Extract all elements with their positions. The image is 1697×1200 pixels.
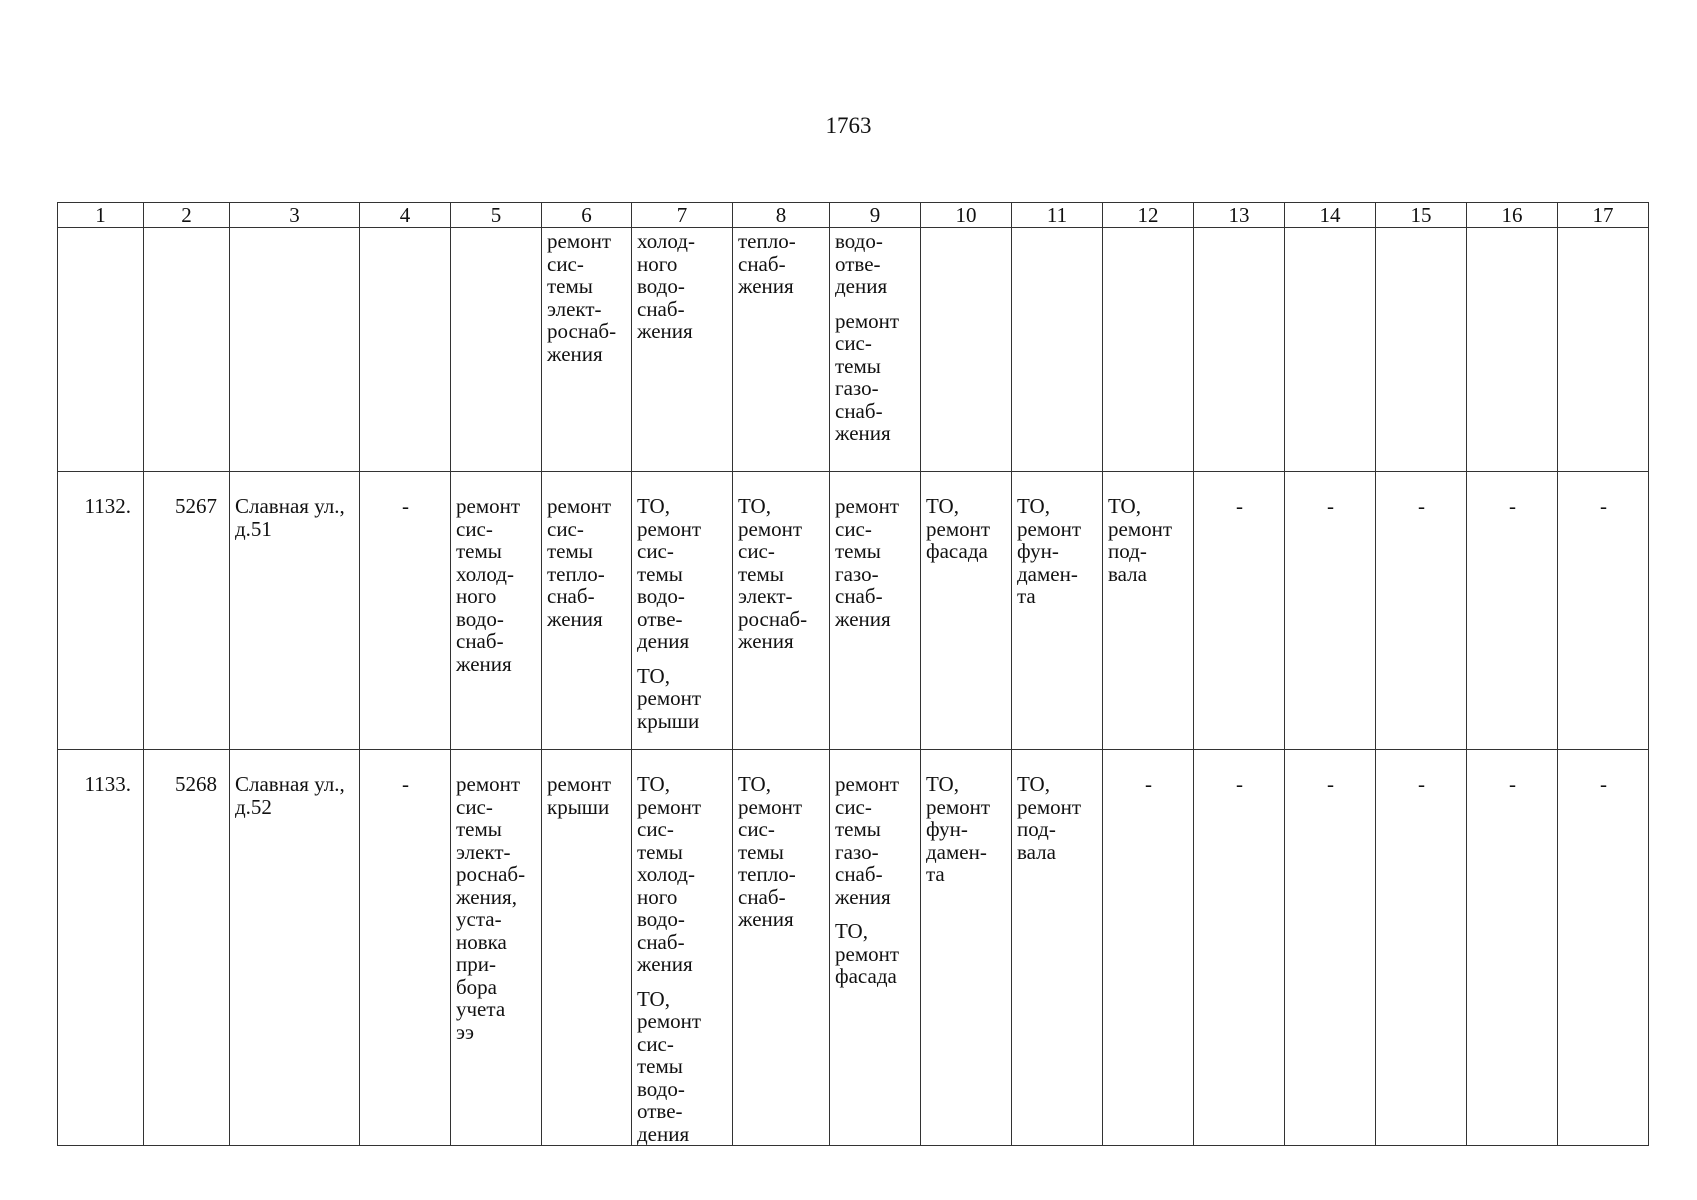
table-cell-col-11: [1012, 228, 1103, 472]
table-cell-col-12: [1103, 750, 1194, 1146]
column-header-16: 16: [1467, 203, 1558, 228]
table-cell-col-4: [360, 228, 451, 472]
table-cell-col-7: [632, 472, 733, 750]
table-cell-col-13: [1194, 472, 1285, 750]
cell-text-block: Славная ул., д.52: [235, 772, 345, 819]
cell-text-block: -: [1327, 772, 1334, 796]
column-header-17: 17: [1558, 203, 1649, 228]
page-number: 1763: [825, 113, 872, 138]
cell-text-block: ремонт сис- темы тепло- снаб- жения: [547, 494, 612, 631]
cell-text-block: ТО, ремонт фасада: [926, 494, 991, 563]
cell-text-block: ТО, ремонт крыши: [637, 663, 702, 733]
cell-text-block: -: [402, 494, 409, 518]
table-cell-col-3: [230, 750, 360, 1146]
column-header-10: 10: [921, 203, 1012, 228]
table-cell-col-11: [1012, 472, 1103, 750]
cell-text-block: -: [1145, 772, 1152, 796]
cell-text-block: ремонт сис- темы газо- снаб- жения: [835, 772, 900, 909]
cell-text-block: ТО, ремонт сис- темы элект- роснаб- жения: [738, 494, 808, 653]
table-cell-col-5: [451, 472, 542, 750]
cell-text-block: ТО, ремонт под- вала: [1108, 494, 1173, 586]
table-cell-col-8: [733, 228, 830, 472]
table-cell-col-17: [1558, 472, 1649, 750]
cell-text-block: ТО, ремонт фун- дамен- та: [926, 772, 991, 886]
cell-text-block: -: [1509, 494, 1516, 518]
column-number-row: [58, 203, 1649, 228]
table-cell-col-14: [1285, 472, 1376, 750]
column-header-11: 11: [1012, 203, 1103, 228]
table-cell-col-8: [733, 472, 830, 750]
table-cell-col-13: [1194, 750, 1285, 1146]
cell-text-block: Славная ул., д.51: [235, 494, 345, 541]
cell-text-block: водо- отве- дения: [835, 229, 888, 298]
column-header-8: 8: [733, 203, 830, 228]
table-cell-col-16: [1467, 228, 1558, 472]
cell-text-block: -: [1509, 772, 1516, 796]
table-cell-col-6: [542, 228, 632, 472]
cell-text-block: ремонт сис- темы газо- снаб- жения: [835, 494, 900, 631]
table-cell-col-15: [1376, 472, 1467, 750]
table-row: [58, 472, 1649, 750]
cell-text-block: -: [402, 772, 409, 796]
table-cell-col-15: [1376, 750, 1467, 1146]
cell-text-block: 5268: [175, 772, 217, 796]
table-cell-col-7: [632, 750, 733, 1146]
table-row: [58, 750, 1649, 1146]
table-cell-col-7: [632, 228, 733, 472]
table-cell-col-14: [1285, 228, 1376, 472]
cell-text-block: -: [1600, 772, 1607, 796]
table-cell-col-1: [58, 750, 144, 1146]
cell-text-block: -: [1600, 494, 1607, 518]
table-cell-col-1: [58, 228, 144, 472]
column-header-12: 12: [1103, 203, 1194, 228]
cell-text-block: ТО, ремонт сис- темы тепло- снаб- жения: [738, 772, 803, 931]
table-cell-col-8: [733, 750, 830, 1146]
table-cell-col-9: [830, 228, 921, 472]
cell-text-block: ТО, ремонт сис- темы водо- отве- дения: [637, 986, 702, 1146]
table-cell-col-2: [144, 472, 230, 750]
column-header-9: 9: [830, 203, 921, 228]
cell-text-block: ремонт крыши: [547, 772, 612, 819]
column-header-6: 6: [542, 203, 632, 228]
cell-text-block: 1133.: [84, 772, 131, 796]
column-header-14: 14: [1285, 203, 1376, 228]
table-cell-col-17: [1558, 228, 1649, 472]
cell-text-block: ТО, ремонт фасада: [835, 919, 900, 988]
cell-text-block: 1132.: [84, 494, 131, 518]
table-cell-col-9: [830, 472, 921, 750]
column-header-2: 2: [144, 203, 230, 228]
table-cell-col-4: [360, 750, 451, 1146]
table-cell-col-13: [1194, 228, 1285, 472]
cell-text-block: -: [1418, 494, 1425, 518]
cell-text-block: ремонт сис- темы элект- роснаб- жения: [547, 229, 617, 366]
table-cell-col-3: [230, 228, 360, 472]
table-cell-col-10: [921, 750, 1012, 1146]
cell-text-block: ТО, ремонт сис- темы водо- отве- дения: [637, 494, 702, 653]
column-header-5: 5: [451, 203, 542, 228]
cell-text-block: ТО, ремонт сис- темы холод- ного водо- снаб- жения: [637, 772, 702, 976]
cell-text-block: -: [1236, 772, 1243, 796]
table-cell-col-1: [58, 472, 144, 750]
column-header-13: 13: [1194, 203, 1285, 228]
table-cell-col-9: [830, 750, 921, 1146]
table-cell-col-10: [921, 472, 1012, 750]
table-cell-col-10: [921, 228, 1012, 472]
cell-text-block: ремонт сис- темы элект- роснаб- жения, уста- новка при- бора учета ээ: [456, 772, 526, 1044]
cell-text-block: ТО, ремонт фун- дамен- та: [1017, 494, 1082, 608]
table-cell-col-4: [360, 472, 451, 750]
table-cell-col-11: [1012, 750, 1103, 1146]
column-header-1: 1: [58, 203, 144, 228]
table-cell-col-5: [451, 750, 542, 1146]
column-header-4: 4: [360, 203, 451, 228]
repair-schedule-table: [57, 202, 1649, 1146]
column-header-3: 3: [230, 203, 360, 228]
table-cell-col-12: [1103, 228, 1194, 472]
table-cell-col-16: [1467, 750, 1558, 1146]
table-cell-col-17: [1558, 750, 1649, 1146]
cell-text-block: тепло- снаб- жения: [738, 229, 796, 298]
column-header-7: 7: [632, 203, 733, 228]
cell-text-block: ТО, ремонт под- вала: [1017, 772, 1082, 864]
cell-text-block: 5267: [175, 494, 217, 518]
table-cell-col-6: [542, 472, 632, 750]
cell-text-block: ремонт сис- темы газо- снаб- жения: [835, 308, 900, 445]
table-cell-col-3: [230, 472, 360, 750]
table-cell-col-6: [542, 750, 632, 1146]
table-row: [58, 228, 1649, 472]
table-cell-col-2: [144, 750, 230, 1146]
table-cell-col-16: [1467, 472, 1558, 750]
table-cell-col-2: [144, 228, 230, 472]
table-cell-col-15: [1376, 228, 1467, 472]
table-cell-col-14: [1285, 750, 1376, 1146]
table-cell-col-5: [451, 228, 542, 472]
table-cell-col-12: [1103, 472, 1194, 750]
cell-text-block: холод- ного водо- снаб- жения: [637, 229, 695, 343]
cell-text-block: -: [1418, 772, 1425, 796]
cell-text-block: ремонт сис- темы холод- ного водо- снаб- жения: [456, 494, 521, 676]
column-header-15: 15: [1376, 203, 1467, 228]
cell-text-block: -: [1327, 494, 1334, 518]
cell-text-block: -: [1236, 494, 1243, 518]
